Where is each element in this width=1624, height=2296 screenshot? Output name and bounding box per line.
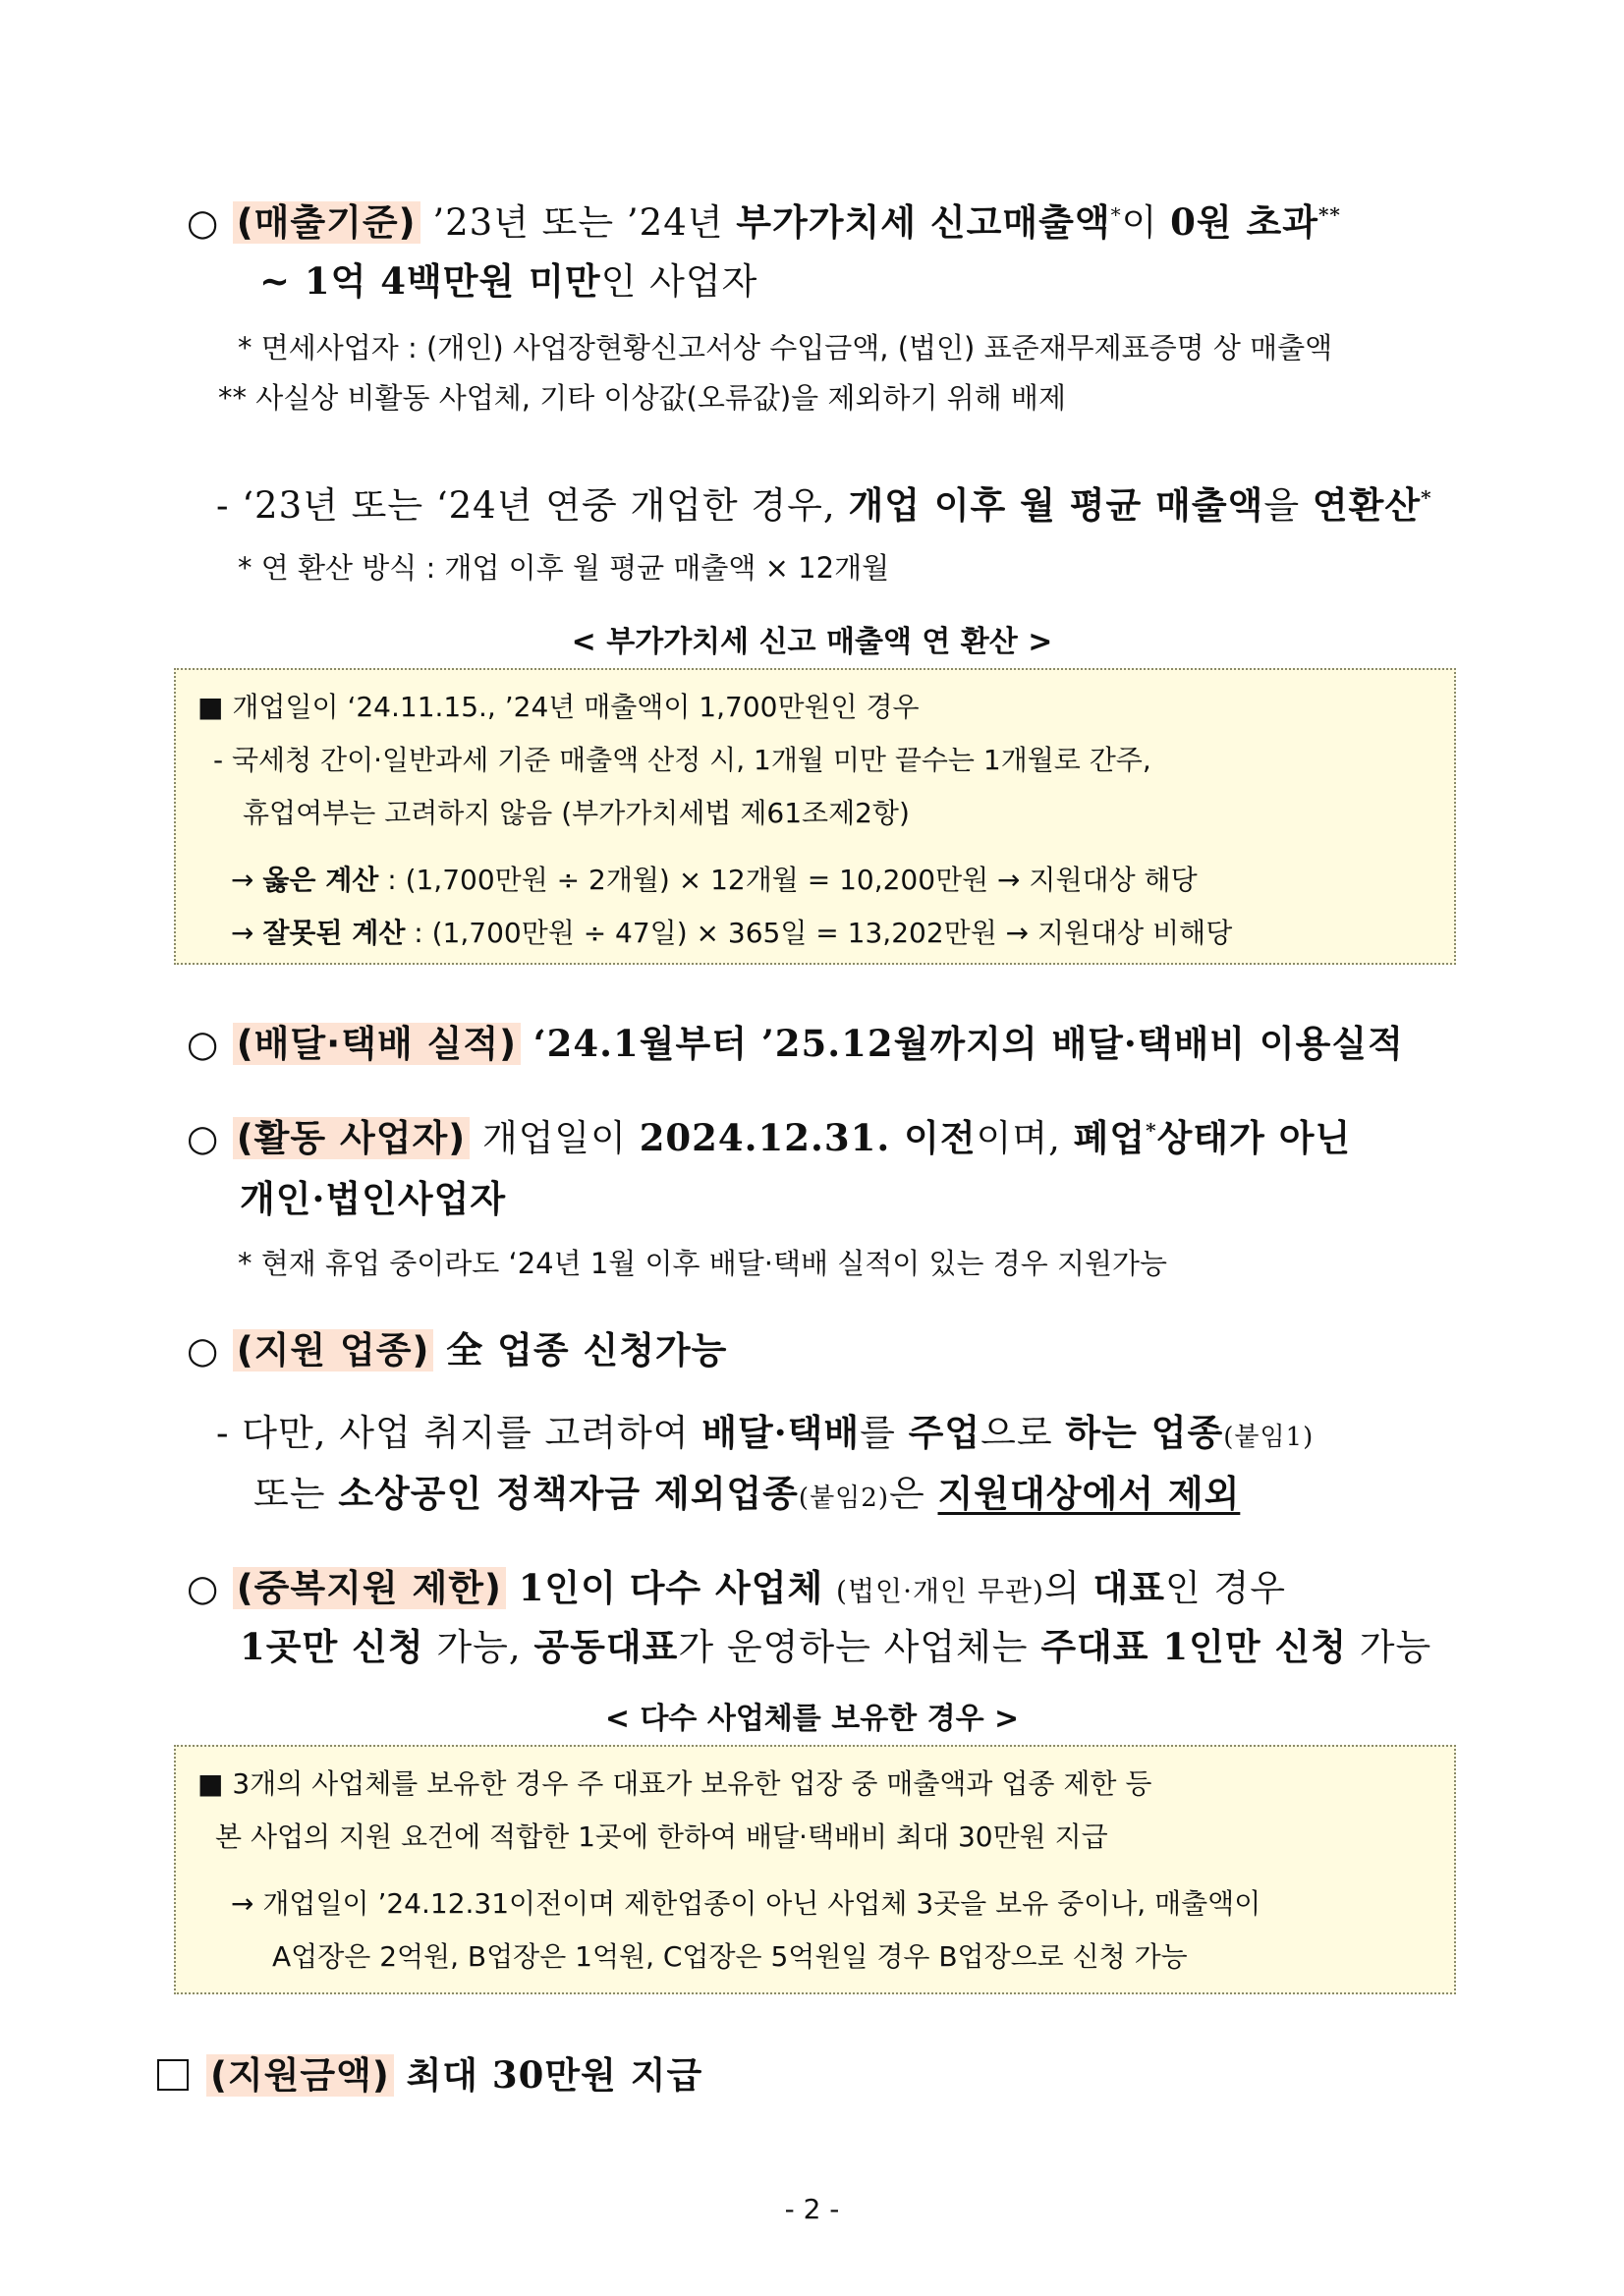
sales-dash-b: 개업 이후 월 평균 매출액 bbox=[848, 483, 1264, 527]
industry-dash-a: - 다만, 사업 취지를 고려하여 bbox=[216, 1412, 690, 1454]
industry-dash-c: 를 bbox=[860, 1412, 896, 1454]
right-calc-value: : (1,700만원 ÷ 2개월) × 12개월 = 10,200만원 → 지원대상 해당 bbox=[387, 864, 1198, 896]
duplicate-l2a: 1곳만 신청 bbox=[240, 1625, 424, 1668]
sales-dash-c: 을 bbox=[1263, 484, 1301, 527]
industry-label: (지원 업종) bbox=[233, 1329, 434, 1372]
duplicate-label: (중복지원 제한) bbox=[233, 1567, 506, 1609]
duplicate-box-line-2: 본 사업의 지원 요건에 적합한 1곳에 한하여 배달·택배비 최대 30만원 지급 bbox=[215, 1820, 1108, 1853]
wrong-calc-value: : (1,700만원 ÷ 47일) × 365일 = 13,202만원 → 지원대상 비해당 bbox=[414, 917, 1233, 949]
amount-line bbox=[157, 2045, 702, 2099]
sales-line-1 bbox=[187, 193, 1341, 246]
sales-example-box bbox=[174, 668, 1456, 965]
industry-l2-b: 소상공인 정책자금 제외업종 bbox=[338, 1472, 799, 1515]
sales-sup-1: * bbox=[1110, 202, 1122, 227]
sales-dash-line bbox=[216, 476, 1432, 529]
industry-dash-f: 하는 업종 bbox=[1065, 1411, 1224, 1454]
duplicate-l2f: 가능 bbox=[1359, 1626, 1432, 1668]
sales-text-c: 이 bbox=[1121, 201, 1158, 244]
active-text-e: 상태가 아닌 bbox=[1156, 1116, 1352, 1159]
active-text-a: 개업일이 bbox=[481, 1117, 627, 1159]
duplicate-t2: 다수 사업체 bbox=[629, 1566, 824, 1609]
delivery-label: (배달·택배 실적) bbox=[233, 1023, 521, 1065]
sales-text-b: 부가가치세 신고매출액 bbox=[736, 200, 1111, 244]
delivery-text: ‘24.1월부터 ’25.12월까지의 배달·택배비 이용실적 bbox=[532, 1022, 1404, 1065]
amount-label: (지원금액) bbox=[206, 2054, 394, 2097]
circle-bullet-icon: ○ bbox=[187, 1329, 220, 1372]
circle-bullet-icon: ○ bbox=[187, 1023, 220, 1065]
industry-line-2 bbox=[253, 1464, 1240, 1517]
duplicate-t5: 대표 bbox=[1092, 1566, 1165, 1609]
industry-dash-e: 으로 bbox=[980, 1412, 1053, 1454]
sales-box-header: < 부가가치세 신고 매출액 연 환산 > bbox=[571, 625, 1053, 659]
sales-range-suffix: 인 사업자 bbox=[600, 260, 758, 303]
sales-text-d: 0원 초과 bbox=[1170, 200, 1318, 244]
active-text-d: 폐업 bbox=[1073, 1116, 1147, 1159]
sales-dash-a: - ‘23년 또는 ‘24년 연중 개업한 경우, bbox=[216, 484, 836, 527]
active-sup: * bbox=[1146, 1118, 1157, 1143]
sales-dash-sup: * bbox=[1421, 485, 1432, 510]
sales-note-2: ** 사실상 비활동 사업체, 기타 이상값(오류값)을 제외하기 위해 배제 bbox=[218, 381, 1066, 415]
duplicate-l2b: 가능, bbox=[436, 1626, 522, 1668]
sales-box-line-3: 휴업여부는 고려하지 않음 (부가가치세법 제61조제2항) bbox=[243, 797, 910, 829]
delivery-line bbox=[187, 1014, 1404, 1067]
industry-l2-c: (붙임2) bbox=[798, 1484, 889, 1513]
arrow-right-icon: → bbox=[231, 864, 254, 896]
industry-l2-a: 또는 bbox=[253, 1473, 326, 1515]
circle-bullet-icon: ○ bbox=[187, 1117, 220, 1159]
industry-l2-d: 은 bbox=[888, 1473, 925, 1515]
active-line-1 bbox=[187, 1108, 1351, 1161]
arrow-right-icon: → bbox=[231, 917, 254, 949]
circle-bullet-icon: ○ bbox=[187, 201, 220, 244]
active-text-c: 이며, bbox=[976, 1117, 1061, 1159]
duplicate-l2e: 주대표 1인만 신청 bbox=[1040, 1625, 1348, 1668]
duplicate-line-1 bbox=[187, 1558, 1286, 1611]
industry-text: 全 업종 신청가능 bbox=[446, 1328, 728, 1372]
wrong-calc-label: 잘못된 계산 bbox=[262, 917, 406, 949]
active-line-2: 개인·법인사업자 bbox=[240, 1177, 507, 1220]
industry-line bbox=[187, 1320, 727, 1373]
page-number: - 2 - bbox=[784, 2193, 840, 2225]
sales-range: ~ 1억 4백만원 미만 bbox=[259, 259, 601, 303]
duplicate-l2d: 가 운영하는 사업체는 bbox=[678, 1626, 1029, 1668]
circle-bullet-icon: ○ bbox=[187, 1567, 220, 1609]
duplicate-box-line-4: A업장은 2억원, B업장은 1억원, C업장은 5억원일 경우 B업장으로 신청 가능 bbox=[272, 1940, 1188, 1973]
sales-dash-d: 연환산 bbox=[1312, 483, 1422, 527]
checkbox-square-icon bbox=[157, 2059, 189, 2091]
sales-note-3: * 연 환산 방식 : 개업 이후 월 평균 매출액 × 12개월 bbox=[238, 551, 890, 585]
sales-sup-2: ** bbox=[1317, 202, 1341, 227]
industry-l2-e: 지원대상에서 제외 bbox=[937, 1472, 1241, 1515]
industry-dash-line bbox=[216, 1403, 1314, 1456]
sales-note-1: * 면세사업자 : (개인) 사업장현황신고서상 수입금액, (법인) 표준재무제표증명 상 매출액 bbox=[238, 331, 1333, 364]
sales-text-a: ’23년 또는 ’24년 bbox=[432, 201, 724, 244]
industry-dash-b: 배달·택배 bbox=[701, 1411, 861, 1454]
sales-box-wrong-calc bbox=[231, 912, 1232, 951]
duplicate-example-box bbox=[174, 1745, 1456, 1994]
active-label: (활동 사업자) bbox=[233, 1117, 470, 1159]
industry-dash-g: (붙임1) bbox=[1223, 1423, 1315, 1452]
duplicate-box-line-3: → 개업일이 ’24.12.31이전이며 제한업종이 아닌 사업체 3곳을 보유 중이나, 매출액이 bbox=[231, 1887, 1261, 1920]
duplicate-l2c: 공동대표 bbox=[533, 1625, 679, 1668]
sales-line-2 bbox=[259, 252, 757, 305]
duplicate-t3: (법인·개인 무관) bbox=[836, 1575, 1044, 1607]
duplicate-t6: 인 경우 bbox=[1164, 1567, 1286, 1609]
duplicate-t1: 1인이 bbox=[518, 1566, 617, 1609]
amount-text: 최대 30만원 지급 bbox=[406, 2053, 703, 2097]
duplicate-box-line-1: ■ 3개의 사업체를 보유한 경우 주 대표가 보유한 업장 중 매출액과 업종 제한 등 bbox=[197, 1767, 1152, 1800]
right-calc-label: 옳은 계산 bbox=[262, 864, 379, 896]
active-note: * 현재 휴업 중이라도 ‘24년 1월 이후 배달·택배 실적이 있는 경우 지원가능 bbox=[238, 1247, 1168, 1280]
duplicate-box-header: < 다수 사업체를 보유한 경우 > bbox=[604, 1702, 1020, 1736]
duplicate-line-2 bbox=[240, 1617, 1431, 1670]
industry-dash-d: 주업 bbox=[908, 1411, 981, 1454]
active-text-b: 2024.12.31. 이전 bbox=[639, 1116, 977, 1159]
duplicate-t4: 의 bbox=[1043, 1567, 1081, 1609]
sales-label: (매출기준) bbox=[233, 201, 420, 244]
sales-box-line-1: ■ 개업일이 ‘24.11.15., ’24년 매출액이 1,700만원인 경우 bbox=[197, 691, 920, 723]
sales-box-line-2: - 국세청 간이·일반과세 기준 매출액 산정 시, 1개월 미만 끝수는 1개월로 간주, bbox=[213, 744, 1151, 776]
sales-box-right-calc bbox=[231, 859, 1198, 898]
